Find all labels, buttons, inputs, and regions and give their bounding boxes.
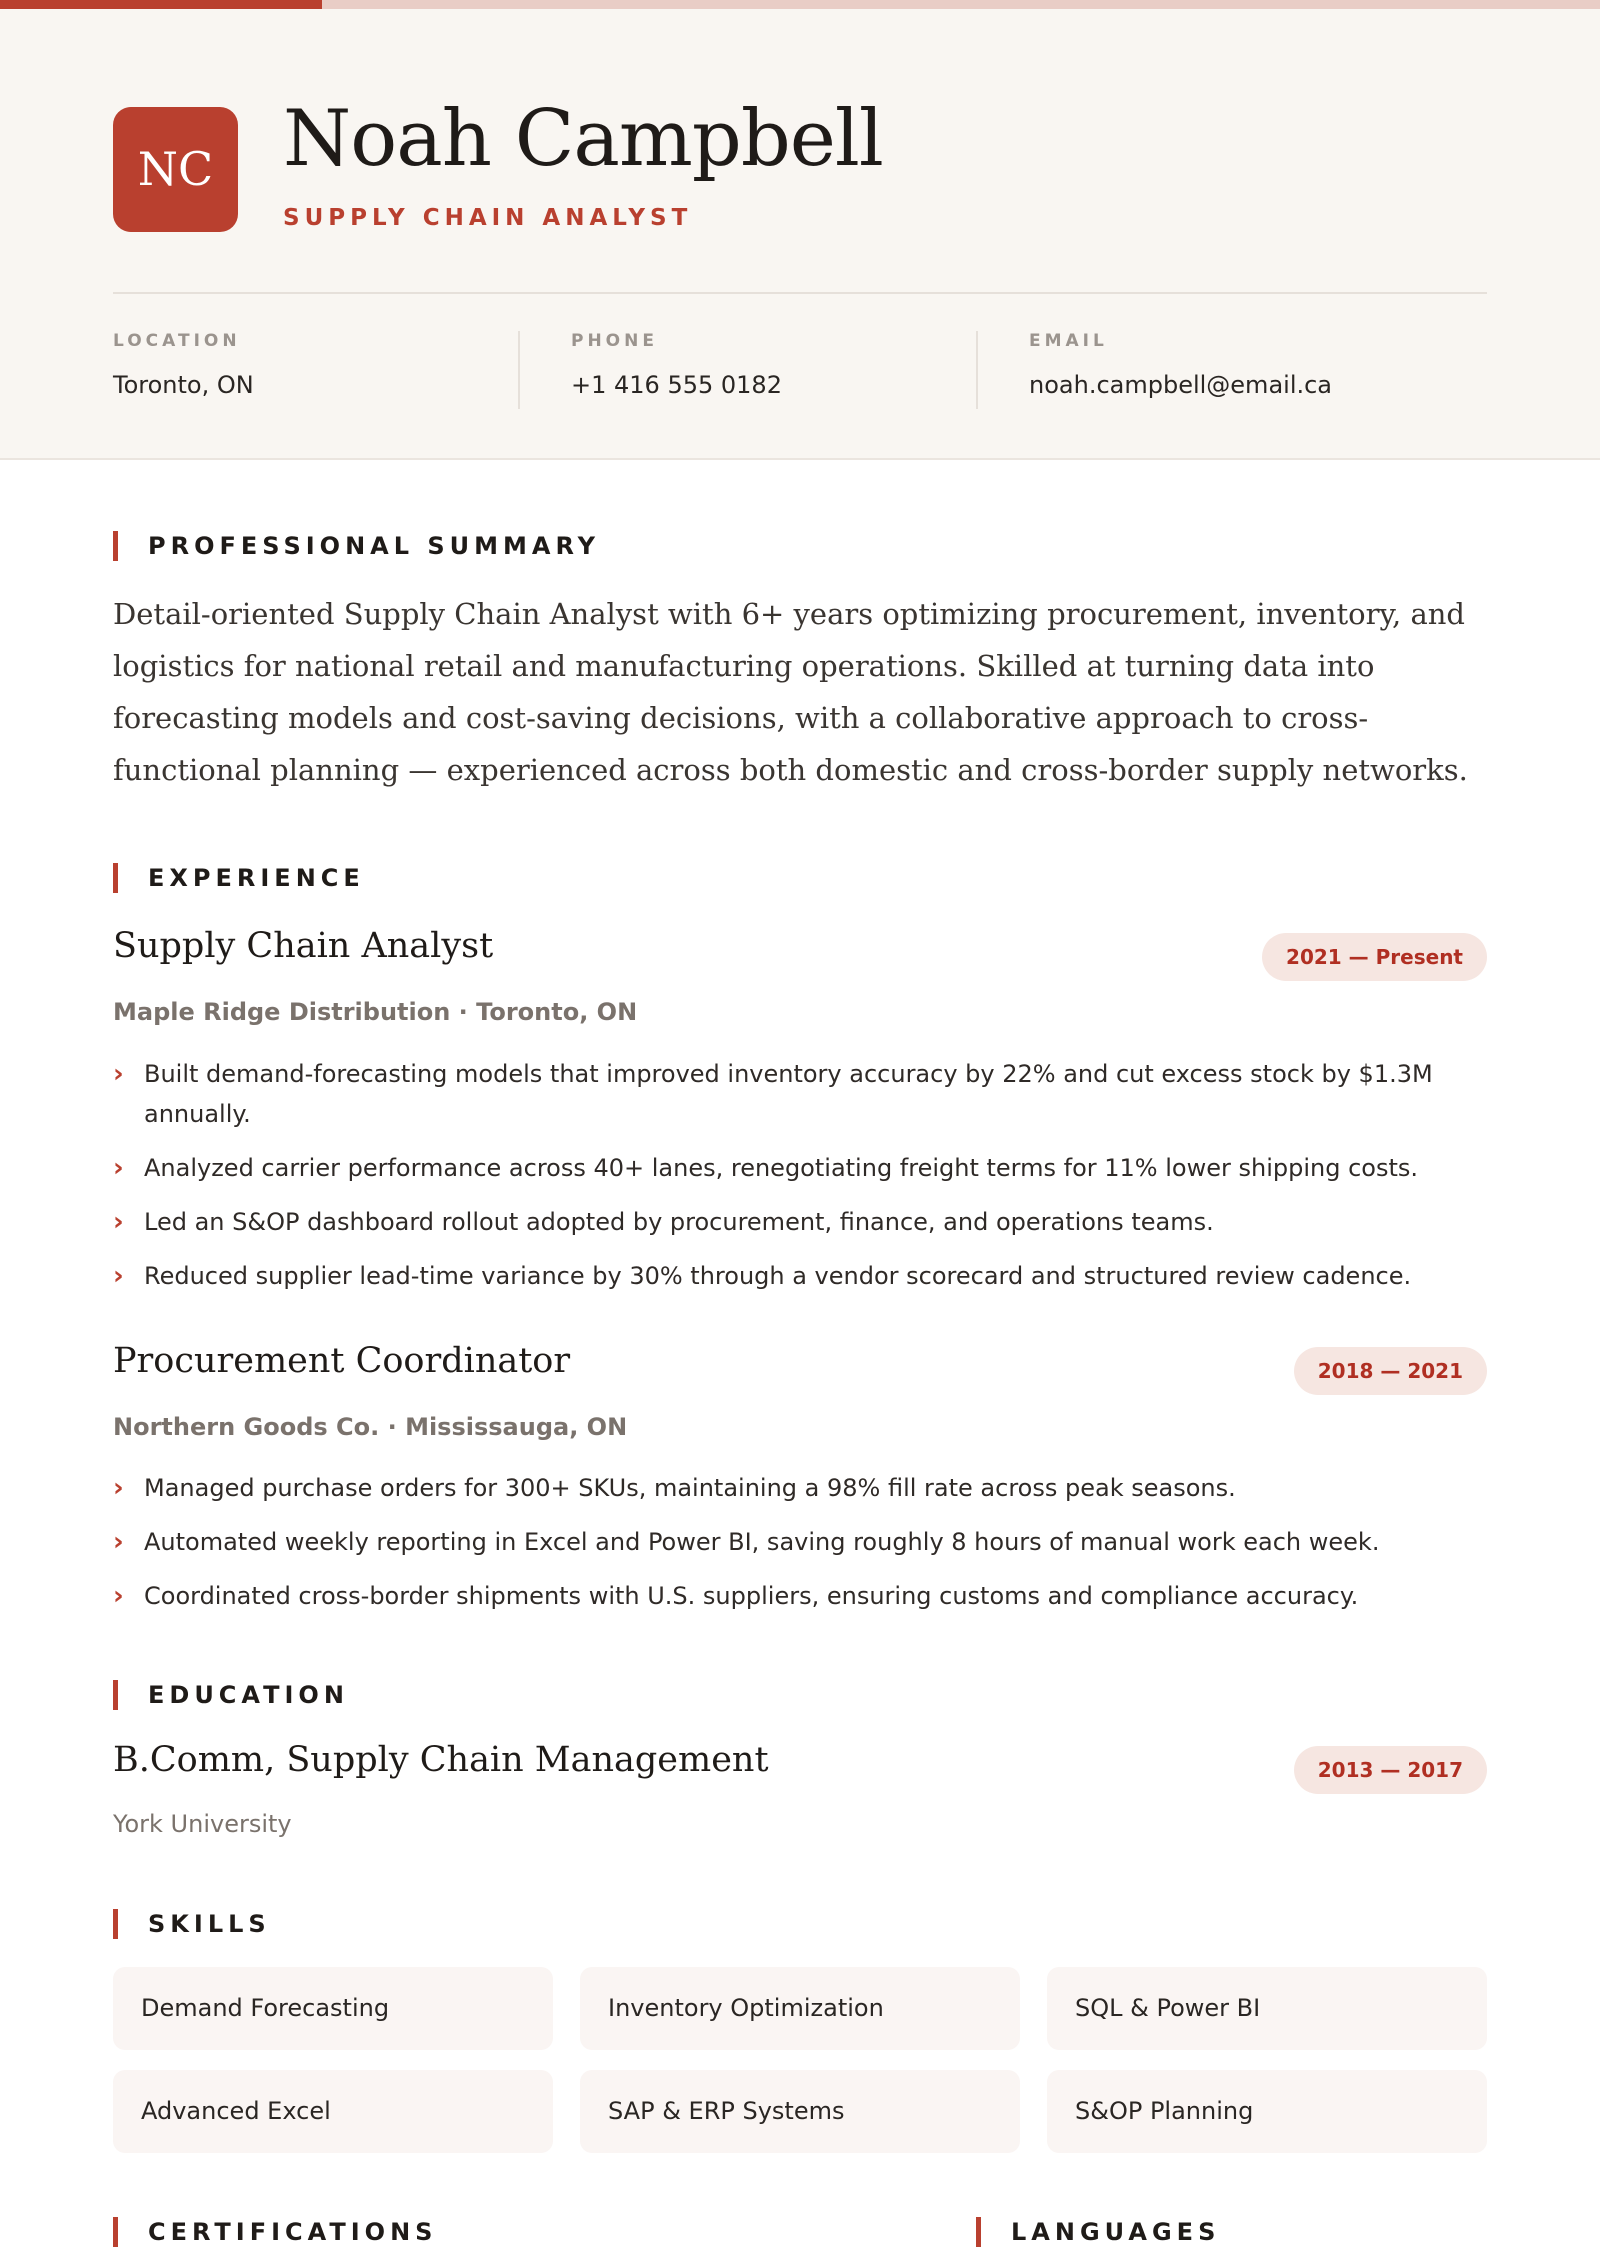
monogram-badge: NC [113, 107, 238, 232]
contact-label: EMAIL [1029, 331, 1108, 351]
chevron-right-icon: › [113, 1527, 124, 1557]
contact-separator [518, 331, 520, 409]
section-title-experience: EXPERIENCE [113, 863, 365, 893]
section-title-skills: SKILLS [113, 1909, 271, 1939]
job-title: Procurement Coordinator [113, 1341, 571, 1381]
skill-chip: Demand Forecasting [113, 1967, 553, 2050]
skill-chip: S&OP Planning [1047, 2070, 1487, 2153]
candidate-name: Noah Campbell [283, 94, 883, 184]
job-title: Supply Chain Analyst [113, 926, 494, 966]
list-item: › Reduced supplier lead-time variance by 30% through a vendor scorecard and structured review cadence. [113, 1256, 1493, 1296]
list-item: › Managed purchase orders for 300+ SKUs, maintaining a 98% fill rate across peak seasons. [113, 1468, 1493, 1508]
list-item: › Coordinated cross-border shipments with U.S. suppliers, ensuring customs and compliance accuracy. [113, 1576, 1493, 1616]
contact-phone [571, 331, 1011, 399]
contact-value: noah.campbell@email.ca [1029, 371, 1333, 399]
date-badge: 2018 — 2021 [1294, 1347, 1487, 1395]
contact-value: +1 416 555 0182 [571, 371, 782, 399]
list-item: › Built demand-forecasting models that improved inventory accuracy by 22% and cut excess stock by $1.3M annually. [113, 1054, 1493, 1134]
chevron-right-icon: › [113, 1059, 124, 1089]
chevron-right-icon: › [113, 1153, 124, 1183]
skill-chip: Inventory Optimization [580, 1967, 1020, 2050]
contact-location [113, 331, 553, 399]
chevron-right-icon: › [113, 1207, 124, 1237]
candidate-role: SUPPLY CHAIN ANALYST [283, 205, 693, 231]
date-badge: 2021 — Present [1262, 933, 1487, 981]
contact-label: PHONE [571, 331, 658, 351]
contact-separator [976, 331, 978, 409]
chevron-right-icon: › [113, 1261, 124, 1291]
school-name: York University [113, 1810, 292, 1838]
skill-chip: Advanced Excel [113, 2070, 553, 2153]
contact-email [1029, 331, 1469, 399]
skill-chip: SAP & ERP Systems [580, 2070, 1020, 2153]
contact-value: Toronto, ON [113, 371, 254, 399]
summary-text: Detail-oriented Supply Chain Analyst with 6+ years optimizing procurement, inventory, and logistics for national retail and manufacturing operations. Skilled at turning data into forecasting models and cost-saving decisions, with a collaborative approach to cross-functional planning — experienced across both domestic and cross-border supply networks. [113, 597, 1468, 787]
section-title-education: EDUCATION [113, 1680, 349, 1710]
section-title-languages: LANGUAGES [976, 2217, 1220, 2247]
chevron-right-icon: › [113, 1581, 124, 1611]
chevron-right-icon: › [113, 1473, 124, 1503]
section-title-certifications: CERTIFICATIONS [113, 2217, 437, 2247]
list-item: › Automated weekly reporting in Excel and Power BI, saving roughly 8 hours of manual work each week. [113, 1522, 1493, 1562]
company-line: Maple Ridge Distribution · Toronto, ON [113, 998, 638, 1026]
company-line: Northern Goods Co. · Mississauga, ON [113, 1413, 628, 1441]
job-bullets [113, 1054, 1493, 1310]
list-item: › Led an S&OP dashboard rollout adopted by procurement, finance, and operations teams. [113, 1202, 1493, 1242]
skill-chip: SQL & Power BI [1047, 1967, 1487, 2050]
list-item: › Analyzed carrier performance across 40+ lanes, renegotiating freight terms for 11% lower shipping costs. [113, 1148, 1493, 1188]
top-accent-bar [0, 0, 1600, 9]
job-bullets [113, 1468, 1493, 1630]
header-divider [113, 292, 1487, 294]
top-accent-segment [0, 0, 322, 9]
degree-title: B.Comm, Supply Chain Management [113, 1740, 769, 1780]
date-badge: 2013 — 2017 [1294, 1746, 1487, 1794]
section-title-summary: PROFESSIONAL SUMMARY [113, 531, 600, 561]
resume-header [0, 9, 1600, 460]
contact-label: LOCATION [113, 331, 241, 351]
